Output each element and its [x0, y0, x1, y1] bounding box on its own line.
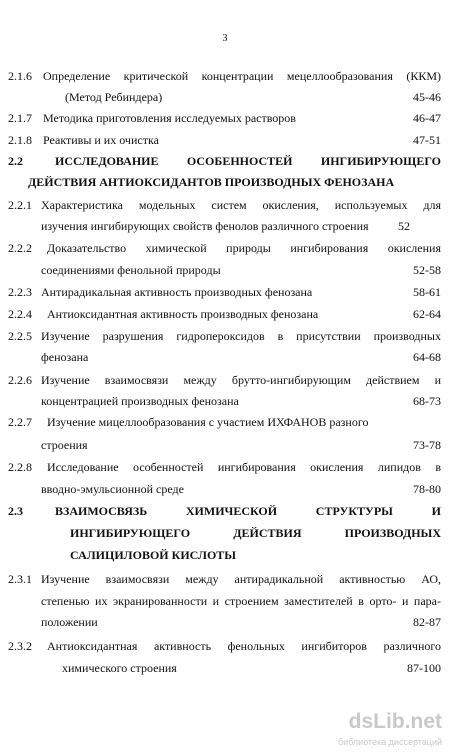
toc-pages: 52 [398, 219, 410, 233]
toc-title: Методика приготовления исследуемых растворов [43, 111, 296, 125]
toc-title: вводно-эмульсионной среде [41, 482, 184, 496]
toc-number: 2.2.5 [8, 329, 32, 343]
toc-title: химического строения [62, 661, 177, 675]
toc-pages: 64-68 [413, 350, 441, 364]
watermark-subtitle: библиотека диссертаций [337, 737, 442, 747]
toc-title: Антиоксидантная активность фенольных ингибиторов различного [47, 639, 441, 653]
toc-number: 2.2.8 [8, 460, 32, 474]
page-number: 3 [222, 33, 228, 44]
toc-title: ДЕЙСТВИЯ АНТИОКСИДАНТОВ ПРОИЗВОДНЫХ ФЕНОЗАНА [28, 175, 395, 189]
toc-number: 2.3.2 [8, 639, 32, 653]
toc-title: положении [41, 615, 98, 629]
toc-pages: 87-100 [407, 661, 441, 675]
toc-title: Антиоксидантная активность производных фенозана [47, 307, 319, 321]
toc-title: Исследование особенностей ингибирования окисления липидов в [47, 460, 441, 474]
toc-number: 2.2.4 [8, 307, 32, 321]
toc-title: степенью их экранированности и строением заместителей в орто- и пара- [41, 594, 441, 608]
toc-pages: 82-87 [413, 615, 441, 629]
toc-title: (Метод Ребиндера) [65, 90, 163, 104]
toc-title: соединениями фенольной природы [41, 263, 221, 277]
toc-number: 2.1.7 [8, 111, 32, 125]
toc-title: Изучение взаимосвязи между антирадикальной активностью АО, [41, 572, 441, 586]
toc-number: 2.3 [8, 504, 23, 518]
toc-title: ИНГИБИРУЮЩЕГО ДЕЙСТВИЯ ПРОИЗВОДНЫХ [70, 526, 441, 540]
toc-number: 2.3.1 [8, 572, 32, 586]
toc-number: 2.2.3 [8, 285, 32, 299]
toc-title: Изучение разрушения гидропероксидов в присутствии производных [41, 329, 441, 343]
toc-pages: 73-78 [413, 438, 441, 452]
toc-title: ВЗАИМОСВЯЗЬ ХИМИЧЕСКОЙ СТРУКТУРЫ И [55, 504, 441, 518]
toc-title: Характеристика модельных систем окисления, используемых для [41, 198, 441, 212]
watermark-logo[interactable]: dsLib.net [348, 710, 442, 733]
toc-title: Реактивы и их очистка [43, 133, 159, 147]
toc-pages: 68-73 [413, 394, 441, 408]
toc-title: строения [41, 438, 88, 452]
toc-number: 2.2.2 [8, 241, 32, 255]
toc-title: Изучение взаимосвязи между брутто-ингибирующим действием и [41, 373, 441, 387]
toc-number: 2.2.7 [8, 415, 32, 429]
toc-number: 2.1.8 [8, 133, 32, 147]
toc-pages: 52-58 [413, 263, 441, 277]
toc-number: 2.2 [8, 154, 23, 168]
toc-title: Антирадикальная активность производных фенозана [41, 285, 313, 299]
toc-title: Изучение мицеллообразования с участием ИХФАНОВ разного [47, 415, 369, 429]
toc-number: 2.2.1 [8, 198, 32, 212]
toc-number: 2.2.6 [8, 373, 32, 387]
toc-pages: 78-80 [413, 482, 441, 496]
toc-title: фенозана [41, 350, 89, 364]
toc-pages: 47-51 [413, 133, 441, 147]
toc-number: 2.1.6 [8, 69, 32, 83]
toc-title: САЛИЦИЛОВОЙ КИСЛОТЫ [70, 548, 237, 562]
toc-pages: 58-61 [413, 285, 441, 299]
toc-pages: 62-64 [413, 307, 441, 321]
toc-title: ИССЛЕДОВАНИЕ ОСОБЕННОСТЕЙ ИНГИБИРУЮЩЕГО [55, 154, 441, 168]
toc-title: Определение критической концентрации мецеллообразования (ККМ) [43, 69, 441, 83]
toc-title: Доказательство химической природы ингибирования окисления [47, 241, 441, 255]
toc-pages: 46-47 [413, 111, 441, 125]
toc-pages: 45-46 [413, 90, 441, 104]
watermark[interactable] [332, 710, 442, 748]
toc-title: изучения ингибирующих свойств фенолов различного строения [41, 219, 369, 233]
toc-title: концентрацией производных фенозана [41, 394, 239, 408]
